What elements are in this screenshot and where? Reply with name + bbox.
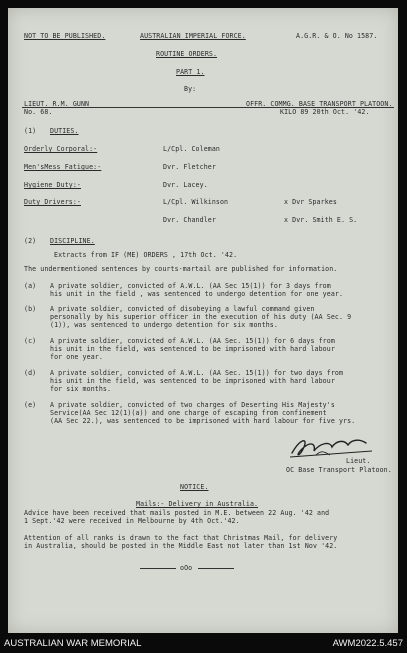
- order-reference: A.G.R. & O. No 1587.: [296, 32, 378, 40]
- signature-title: OC Base Transport Platoon.: [286, 466, 392, 474]
- duty-role-1: Men'sMess Fatigue:-: [24, 163, 102, 171]
- discipline-number: (2): [24, 237, 37, 245]
- item-line: his unit in the field, was sentenced to be imprisoned with hard labour: [50, 345, 335, 353]
- duty-name-1: Dvr. Fletcher: [163, 163, 216, 171]
- duties-number: (1): [24, 127, 37, 135]
- item-line: A private soldier, convicted of two charges of Deserting His Majesty's: [50, 401, 335, 409]
- duty-role-2: Hygiene Duty:-: [24, 181, 81, 189]
- end-rule-right: [198, 568, 234, 569]
- by-label: By:: [184, 85, 197, 93]
- notice-heading: NOTICE.: [180, 483, 209, 491]
- item-line: A private soldier, convicted of A.W.L. (AA Sec. 15(1)) for two days from: [50, 369, 344, 377]
- item-line: A private soldier, convicted of disobeying a lawful command given: [50, 305, 315, 313]
- notice-line: in Australia, should be posted in the Middle East not later than 1st Nov '42.: [24, 542, 338, 550]
- routine-orders-title: ROUTINE ORDERS.: [156, 50, 218, 58]
- end-mark: oOo: [180, 564, 193, 572]
- notice-line: Attention of all ranks is drawn to the fact that Christmas Mail, for delivery: [24, 534, 338, 542]
- officer-name: LIEUT. R.M. GUNN: [24, 100, 90, 108]
- discipline-heading: DISCIPLINE.: [50, 237, 95, 245]
- footer-accession: AWM2022.5.457: [332, 638, 403, 649]
- item-line: (1)), was sentenced to undergo detention for six months.: [50, 321, 278, 329]
- archive-footer: [0, 633, 407, 653]
- item-label-a: (a): [24, 282, 37, 290]
- mails-heading: Mails:- Delivery in Australia.: [136, 500, 259, 508]
- item-line: Service(AA Sec 12(1)(a)) and one charge of escaping from confinement: [50, 409, 327, 417]
- item-label-e: (e): [24, 401, 37, 409]
- not-published-label: NOT TO BE PUBLISHED.: [24, 32, 106, 40]
- item-line: for six months.: [50, 385, 112, 393]
- notice-line: 1 Sept.'42 were received in Melbourne by 4th Oct.'42.: [24, 517, 240, 525]
- item-label-d: (d): [24, 369, 37, 377]
- header-rule: [22, 107, 394, 108]
- item-line: his unit in the field , was sentenced to undergo detention for one year.: [50, 290, 344, 298]
- duty-name-2: Dvr. Lacey.: [163, 181, 208, 189]
- item-line: A private soldier, convicted of A.W.L. (AA Sec 15(1)) for 3 days from: [50, 282, 331, 290]
- item-line: his unit in the field, was sentenced to be imprisoned with hard labour: [50, 377, 335, 385]
- extract-line: Extracts from IF (ME) ORDERS , 17th Oct. '42.: [54, 251, 238, 259]
- footer-source: AUSTRALIAN WAR MEMORIAL: [4, 638, 142, 649]
- duty-name-0: L/Cpl. Coleman: [163, 145, 220, 153]
- end-rule-left: [140, 568, 176, 569]
- signature-rank: Lieut.: [346, 457, 371, 465]
- item-label-b: (b): [24, 305, 37, 313]
- item-line: (AA Sec 22.), was sentenced to be imprisoned with hard labour for five yrs.: [50, 417, 356, 425]
- duty-extra-3: x Dvr Sparkes: [284, 198, 337, 206]
- item-line: for one year.: [50, 353, 103, 361]
- item-line: personally by his superior officer in the execution of his duty (AA Sec. 9: [50, 313, 352, 321]
- part-label: PART 1.: [176, 68, 205, 76]
- intro-line: The undermentioned sentences by courts-martail are published for information.: [24, 265, 338, 273]
- duties-heading: DUTIES.: [50, 127, 79, 135]
- item-label-c: (c): [24, 337, 37, 345]
- officer-title: OFFR. COMMG. BASE TRANSPORT PLATOON.: [246, 100, 393, 108]
- duty-role-3: Duty Drivers:-: [24, 198, 81, 206]
- document-page: [8, 8, 398, 633]
- org-title: AUSTRALIAN IMPERIAL FORCE.: [140, 32, 246, 40]
- duty-name-3: L/Cpl. Wilkinson: [163, 198, 229, 206]
- duty-name-4: Dvr. Chandler: [163, 216, 216, 224]
- duty-extra-4: x Dvr. Smith E. S.: [284, 216, 358, 224]
- duty-role-0: Orderly Corporal:-: [24, 145, 98, 153]
- order-date: KILO 89 20th Oct. '42.: [280, 108, 370, 116]
- order-number: No. 68.: [24, 108, 53, 116]
- notice-line: Advice have been received that mails posted in M.E. between 22 Aug. '42 and: [24, 509, 330, 517]
- item-line: A private soldier, convicted of A.W.L. (AA Sec. 15(1)) for 6 days from: [50, 337, 335, 345]
